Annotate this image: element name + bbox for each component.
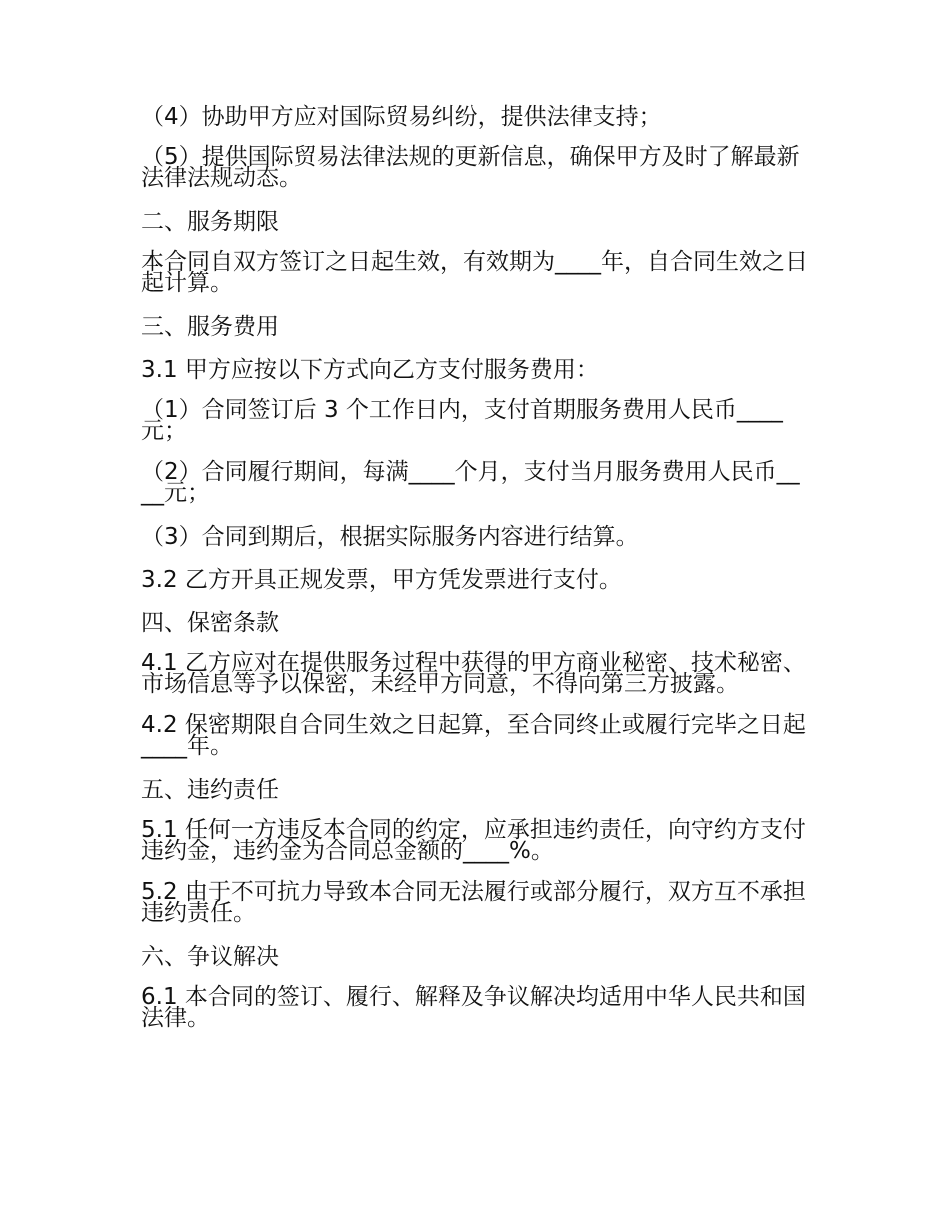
paragraph-fee-item-2: （2）合同履行期间，每满____个月，支付当月服务费用人民币____元； — [141, 459, 800, 506]
paragraph-service-item-5: （5）提供国际贸易法律法规的更新信息，确保甲方及时了解最新法律法规动态。 — [141, 144, 800, 191]
paragraph-liability-5-2: 5.2 由于不可抗力导致本合同无法履行或部分履行，双方互不承担违约责任。 — [141, 879, 806, 926]
paragraph-dispute-6-1: 6.1 本合同的签订、履行、解释及争议解决均适用中华人民共和国法律。 — [141, 984, 806, 1031]
paragraph-liability-5-1: 5.1 任何一方违反本合同的约定，应承担违约责任，向守约方支付违约金，违约金为合同总金额的____%。 — [141, 817, 806, 864]
paragraph-fee-3-1: 3.1 甲方应按以下方式向乙方支付服务费用： — [141, 357, 599, 383]
paragraph-confidentiality-4-1: 4.1 乙方应对在提供服务过程中获得的甲方商业秘密、技术秘密、市场信息等予以保密，未经甲方同意，不得向第三方披露。 — [141, 650, 806, 697]
paragraph-fee-item-3: （3）合同到期后，根据实际服务内容进行结算。 — [141, 524, 639, 550]
heading-service-term: 二、服务期限 — [141, 209, 279, 235]
paragraph-service-item-4: （4）协助甲方应对国际贸易纠纷，提供法律支持； — [141, 104, 662, 130]
paragraph-term-clause: 本合同自双方签订之日起生效，有效期为____年，自合同生效之日起计算。 — [141, 249, 808, 296]
heading-confidentiality: 四、保密条款 — [141, 610, 279, 636]
paragraph-confidentiality-4-2: 4.2 保密期限自合同生效之日起算，至合同终止或履行完毕之日起____年。 — [141, 712, 806, 759]
heading-dispute-resolution: 六、争议解决 — [141, 944, 279, 970]
heading-service-fee: 三、服务费用 — [141, 314, 279, 340]
heading-liability: 五、违约责任 — [141, 777, 279, 803]
document-body — [141, 104, 809, 1049]
paragraph-fee-item-1: （1）合同签订后 3 个工作日内，支付首期服务费用人民币____元； — [141, 397, 783, 444]
paragraph-fee-3-2: 3.2 乙方开具正规发票，甲方凭发票进行支付。 — [141, 567, 622, 593]
